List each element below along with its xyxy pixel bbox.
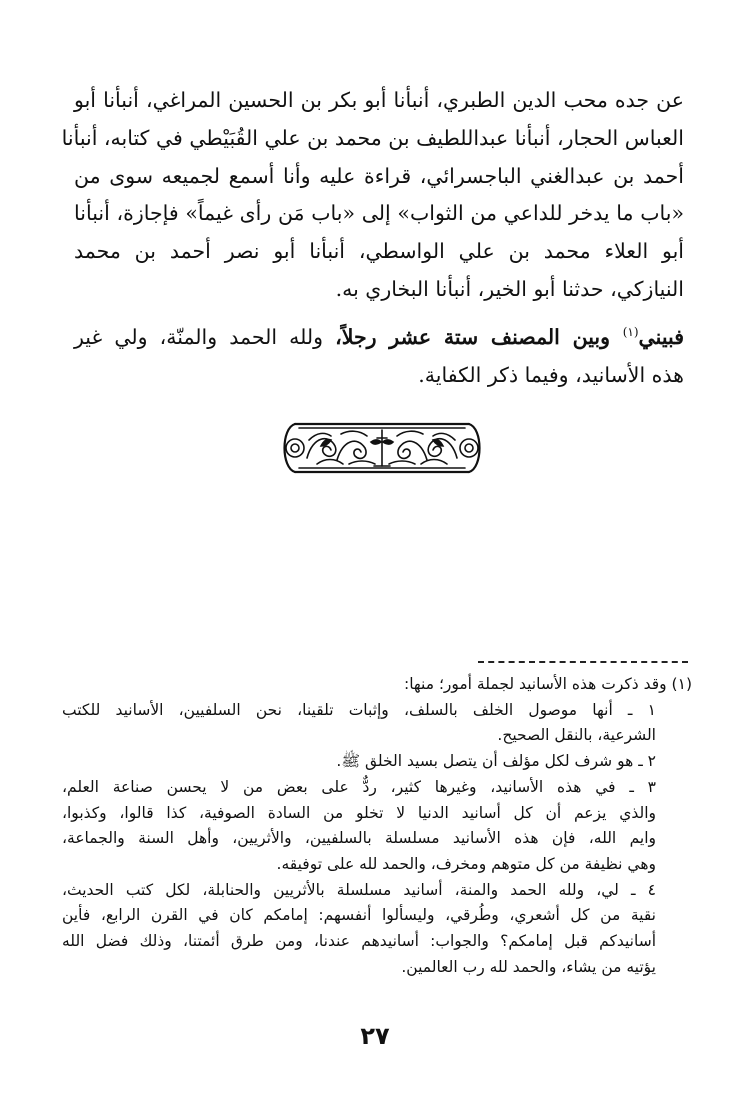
footnote-line: يؤتيه من يشاء، والحمد لله رب العالمين. (401, 957, 656, 976)
footnote-line: والذي يزعم أن كل أسانيد الدنيا لا تخلو من السادة الصوفية، كذا قالوا، وكذبوا، (62, 803, 656, 822)
footnote-line: ١ ـ أنها موصول الخلف بالسلف، وإثبات تلقينا، نحن السلفيين، الأسانيد للكتب (62, 700, 656, 719)
paragraph-2 (74, 319, 684, 395)
text-line: العباس الحجار، أنبأنا عبداللطيف بن محمد بن علي القُبَيْطي في كتابه، أنبأنا (61, 125, 684, 150)
text-line: أبو العلاء محمد بن علي الواسطي، أنبأنا أبو نصر أحمد بن محمد (74, 239, 684, 264)
footnote-line: أسانيدكم قبل إمامكم؟ والجواب: أسانيدهم عندنا، ومن طرق أئمتنا، وذلك فضل الله (62, 932, 656, 951)
footnote-reference[interactable]: (١) (622, 324, 639, 339)
footnote-line: ٢ ـ هو شرف لكل مؤلف أن يتصل بسيد الخلق ﷺ. (336, 752, 656, 771)
footnote-separator (478, 661, 688, 665)
text-line: هذه الأسانيد، وفيما ذكر الكفاية. (418, 362, 684, 387)
bold-phrase: فبيني (638, 324, 684, 349)
footnote-line: وهي نظيفة من كل متوهم ومخرف، والحمد لله على توفيقه. (276, 854, 656, 873)
footnote-line: وايم الله، فإن هذه الأسانيد مسلسلة بالسلفيين، والأثريين، وأهل السنة والجماعة، (62, 829, 656, 848)
page-number: ٢٧ (360, 1022, 390, 1050)
footnotes (62, 672, 692, 980)
footnote-line: ٣ ـ في هذه الأسانيد، وغيرها كثير، ردٌّ على بعض من لا يحسن صناعة العلم، (62, 777, 656, 796)
decorative-floral-ornament-icon (277, 418, 487, 478)
footnote-line: الشرعية، بالنقل الصحيح. (497, 726, 656, 745)
footnote-line: ٤ ـ لي، ولله الحمد والمنة، أسانيد مسلسلة بالأثريين والحنابلة، لكل كتب الحديث، (62, 880, 656, 899)
paragraph-1 (61, 82, 684, 309)
footnote-line: (١) وقد ذكرت هذه الأسانيد لجملة أمور؛ منها: (403, 675, 692, 693)
text-line (74, 319, 684, 357)
main-text (61, 82, 684, 394)
text-run: ولله الحمد والمنّة، ولي غير (74, 324, 336, 349)
bold-phrase: وبين المصنف ستة عشر رجلاً، (335, 324, 623, 349)
text-line: عن جده محب الدين الطبري، أنبأنا أبو بكر بن الحسين المراغي، أنبأنا أبو (74, 88, 684, 112)
text-line: أحمد بن عبدالغني الباجسرائي، قراءة عليه وأنا أسمع لجميعه سوى من (74, 163, 684, 188)
footnote-line: نقية من كل أشعري، وطُرقي، وليسألوا أنفسهم: إمامكم كان في القرن الرابع، فأين (62, 906, 656, 925)
text-line: النيازكي، حدثنا أبو الخير، أنبأنا البخاري به. (335, 276, 684, 301)
text-line: «باب ما يدخر للداعي من الثواب» إلى «باب مَن رأى غيماً» فإجازة، أنبأنا (74, 201, 684, 226)
